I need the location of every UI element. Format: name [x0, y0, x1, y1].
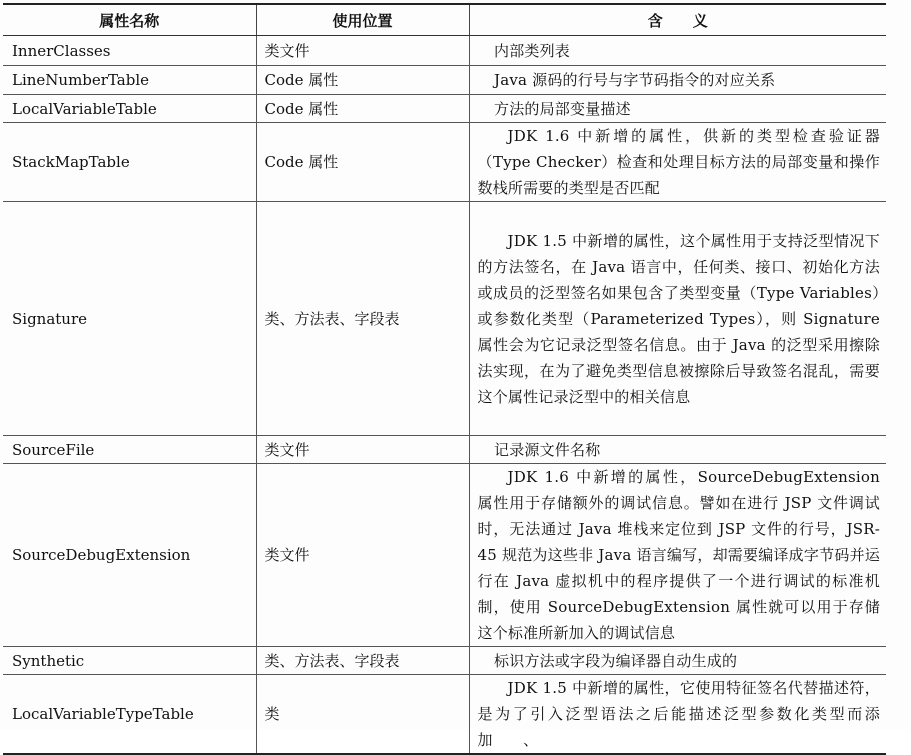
table-row — [3, 123, 886, 202]
usage-location-cell: 类、方法表、字段表 — [256, 202, 469, 436]
meaning-cell: 记录源文件名称 — [469, 436, 886, 464]
header-meaning: 含 义 — [469, 4, 886, 36]
table-row — [3, 464, 886, 647]
usage-location-cell: 类文件 — [256, 464, 469, 647]
attribute-name-cell: InnerClasses — [3, 36, 256, 66]
attribute-name-cell: LocalVariableTypeTable — [3, 675, 256, 755]
header-usage-location: 使用位置 — [256, 4, 469, 36]
meaning-cell: 内部类列表 — [469, 36, 886, 66]
usage-location-cell: Code 属性 — [256, 95, 469, 123]
attribute-name-cell: Signature — [3, 202, 256, 436]
usage-location-cell: 类 — [256, 675, 469, 755]
header-attribute-name: 属性名称 — [3, 4, 256, 36]
meaning-cell: 标识方法或字段为编译器自动生成的 — [469, 647, 886, 675]
table-row — [3, 202, 886, 436]
usage-location-cell: Code 属性 — [256, 66, 469, 95]
table-row — [3, 436, 886, 464]
attribute-name-cell: Synthetic — [3, 647, 256, 675]
table-row — [3, 675, 886, 755]
table-row — [3, 66, 886, 95]
usage-location-cell: 类文件 — [256, 36, 469, 66]
table-row — [3, 647, 886, 675]
attribute-name-cell: StackMapTable — [3, 123, 256, 202]
usage-location-cell: Code 属性 — [256, 123, 469, 202]
meaning-cell: Java 源码的行号与字节码指令的对应关系 — [469, 66, 886, 95]
attribute-name-cell: SourceDebugExtension — [3, 464, 256, 647]
meaning-cell: JDK 1.5 中新增的属性，这个属性用于支持泛型情况下的方法签名，在 Java 语言中，任何类、接口、初始化方法或成员的泛型签名如果包含了类型变量（Type Variables）或参数化类型（Parameterized Types），则 Signature 属性会为它记录泛型签名信息。由于 Java 的泛型采用擦除法实现，在为了避免类型信息被擦除后导致签名混乱，需要这个属性记录泛型中的相关信息 — [469, 202, 886, 436]
attribute-name-cell: LineNumberTable — [3, 66, 256, 95]
meaning-cell: JDK 1.5 中新增的属性，它使用特征签名代替描述符，是为了引入泛型语法之后能描述泛型参数化类型而添加 、 — [469, 675, 886, 755]
table-row — [3, 36, 886, 66]
table-header-row — [3, 4, 886, 36]
attribute-name-cell: LocalVariableTable — [3, 95, 256, 123]
meaning-cell: JDK 1.6 中新增的属性，SourceDebugExtension 属性用于存储额外的调试信息。譬如在进行 JSP 文件调试时，无法通过 Java 堆栈来定位到 JSP 文件的行号，JSR-45 规范为这些非 Java 语言编写，却需要编译成字节码并运行在 Java 虚拟机中的程序提供了一个进行调试的标准机制，使用 SourceDebugExtension 属性就可以用于存储这个标准所新加入的调试信息 — [469, 464, 886, 647]
usage-location-cell: 类文件 — [256, 436, 469, 464]
usage-location-cell: 类、方法表、字段表 — [256, 647, 469, 675]
meaning-cell: JDK 1.6 中新增的属性，供新的类型检查验证器（Type Checker）检查和处理目标方法的局部变量和操作数栈所需要的类型是否匹配 — [469, 123, 886, 202]
table-row — [3, 95, 886, 123]
attribute-name-cell: SourceFile — [3, 436, 256, 464]
attribute-table — [3, 3, 886, 755]
meaning-cell: 方法的局部变量描述 — [469, 95, 886, 123]
